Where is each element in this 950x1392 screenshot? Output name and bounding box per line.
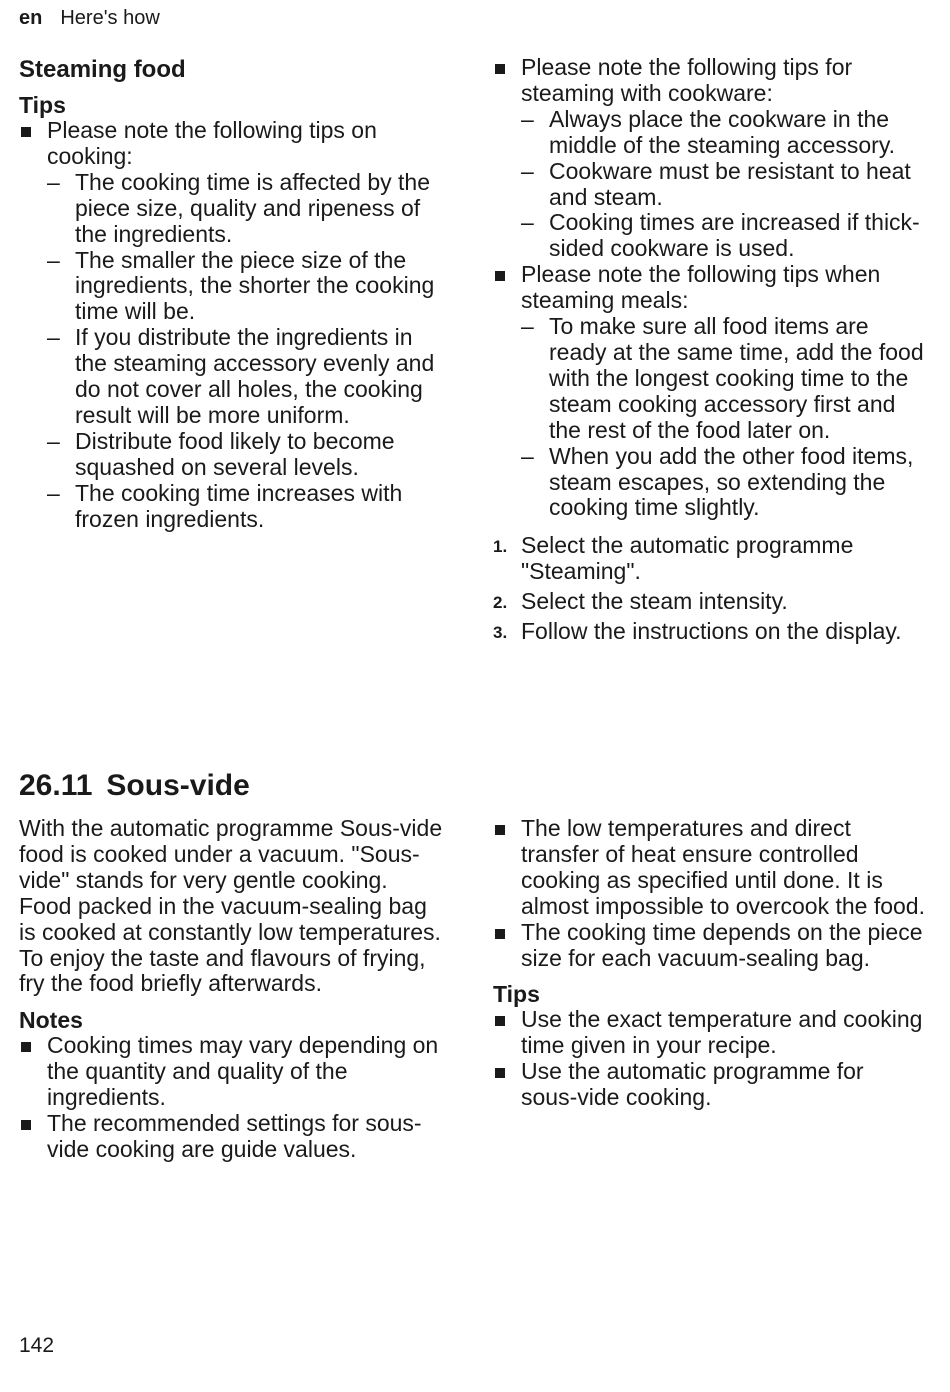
list-item: – The smaller the piece size of the ingredients, the shorter the cooking time will be. <box>47 248 449 326</box>
list-item: – The cooking time increases with frozen ingredients. <box>47 481 449 533</box>
tip-intro: Please note the following tips for steaming with cookware: <box>521 54 853 106</box>
sub-list <box>521 107 925 262</box>
list-item: Use the automatic programme for sous-vide cooking. <box>493 1059 925 1111</box>
tip-intro: Please note the following tips when steaming meals: <box>521 261 881 314</box>
list-item: – To make sure all food items are ready at the same time, add the food with the longest cooking time to the steam cooking accessory first and the rest of the food later on. <box>521 314 925 444</box>
step-text: Follow the instructions on the display. <box>521 618 902 645</box>
list-item: – When you add the other food items, steam escapes, so extending the cooking time slightly. <box>521 444 925 522</box>
step-item <box>493 589 925 615</box>
intro-paragraph: With the automatic programme Sous-vide food is cooked under a vacuum. "Sous-vide" stands for very gentle cooking. <box>19 815 443 893</box>
notes-heading: Notes <box>19 1007 83 1034</box>
page-number: 142 <box>19 1334 55 1357</box>
list-item: – Cookware must be resistant to heat and steam. <box>521 159 925 211</box>
list-item <box>493 262 925 521</box>
intro-paragraph: Food packed in the vacuum-sealing bag is cooked at constantly low temperatures. To enjoy the taste and flavours of frying, fry the food briefly afterwards. <box>19 892 441 997</box>
steaming-right-column <box>493 55 925 649</box>
list-item: The cooking time depends on the piece size for each vacuum-sealing bag. <box>493 920 925 972</box>
tips-list <box>493 55 925 521</box>
step-text: Select the automatic programme "Steaming". <box>521 532 854 585</box>
list-item: – The cooking time is affected by the piece size, quality and ripeness of the ingredients. <box>47 170 449 248</box>
tips-list <box>19 118 449 533</box>
list-item: – Always place the cookware in the middle of the steaming accessory. <box>521 107 925 159</box>
sub-list <box>521 314 925 521</box>
chapter-title: Here's how <box>60 7 160 29</box>
step-number: 1. <box>493 537 508 557</box>
sousvide-right-column <box>493 816 925 1111</box>
sousvide-left-column <box>19 816 449 1163</box>
list-item <box>19 118 449 533</box>
section-title: Sous-vide <box>106 769 250 802</box>
tips-heading: Tips <box>19 92 66 118</box>
step-item <box>493 619 925 645</box>
list-item: – Cooking times are increased if thick-sided cookware is used. <box>521 210 925 262</box>
tip-intro: Please note the following tips on cooking: <box>47 117 377 169</box>
list-item: – If you distribute the ingredients in the steaming accessory evenly and do not cover all holes, the cooking result will be more uniform. <box>47 325 449 429</box>
tips-heading: Tips <box>493 981 540 1008</box>
section-heading <box>19 768 250 804</box>
section-number: 26.11 <box>19 769 93 802</box>
sub-list <box>47 170 449 533</box>
list-item: Use the exact temperature and cooking time given in your recipe. <box>493 1007 925 1059</box>
language-code: en <box>19 7 43 29</box>
step-text: Select the steam intensity. <box>521 588 788 615</box>
steaming-heading: Steaming food <box>19 56 186 83</box>
step-item <box>493 533 925 585</box>
notes-list <box>19 1033 449 1163</box>
list-item: – Distribute food likely to become squashed on several levels. <box>47 429 449 481</box>
list-item: The low temperatures and direct transfer of heat ensure controlled cooking as specified until done. It is almost impossible to overcook the food. <box>493 816 925 920</box>
running-header <box>19 6 160 30</box>
steps-list <box>493 533 925 645</box>
step-number: 3. <box>493 623 508 643</box>
list-item: The recommended settings for sous-vide cooking are guide values. <box>19 1111 449 1163</box>
list-item <box>493 55 925 262</box>
step-number: 2. <box>493 593 508 613</box>
notes-list-continued <box>493 816 925 971</box>
list-item: Cooking times may vary depending on the quantity and quality of the ingredients. <box>19 1033 449 1111</box>
steaming-left-column <box>19 56 449 533</box>
tips-list <box>493 1007 925 1111</box>
